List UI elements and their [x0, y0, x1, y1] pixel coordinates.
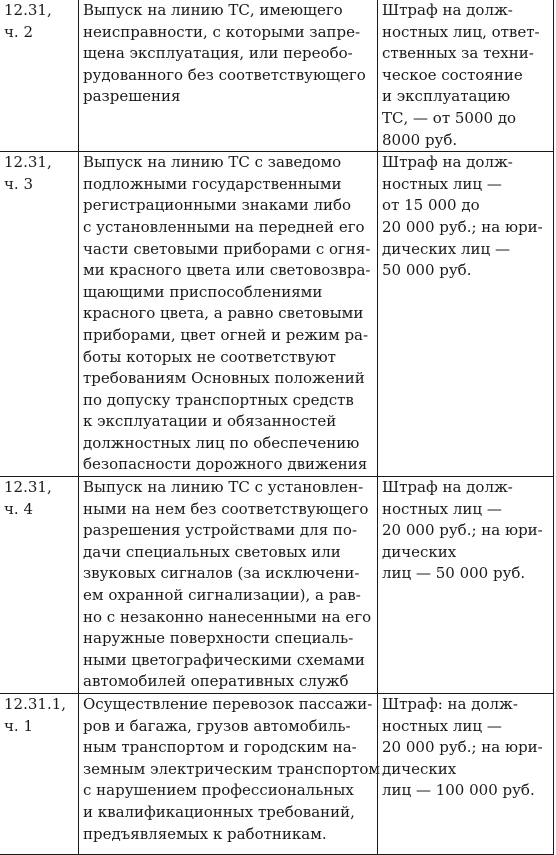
penalty-line: Штраф: на долж-: [382, 695, 518, 713]
description-line: ров и багажа, грузов автомобиль-: [83, 716, 351, 735]
description-line: Осуществление перевозок пассажи-: [83, 695, 373, 713]
description-line: Выпуск на линию ТС, имеющего: [83, 1, 343, 19]
penalty-line: лиц — 50 000 руб.: [382, 564, 526, 583]
description-line: безопасности дорожного движения: [83, 455, 368, 474]
description-line: приборами, цвет огней и режим ра-: [83, 325, 369, 344]
penalty-cell: [378, 152, 554, 477]
description-cell: [79, 0, 378, 152]
penalty-line: лиц — 100 000 руб.: [382, 781, 535, 800]
description-cell: [79, 694, 381, 855]
table-row: [0, 0, 554, 152]
description-line: автомобилей оперативных служб: [83, 672, 349, 691]
penalty-line: 50 000 руб.: [382, 261, 472, 280]
description-line: ми красного цвета или световозвра-: [83, 261, 371, 280]
penalty-line: ностных лиц —: [382, 499, 502, 518]
description-line: красного цвета, а равно световыми: [83, 304, 364, 323]
description-cell: [79, 477, 378, 694]
penalty-cell: [378, 0, 554, 152]
description-line: и квалификационных требований,: [83, 802, 355, 821]
description-line: но с незаконно нанесенными на его: [83, 607, 372, 626]
penalty-line: дических лиц —: [382, 239, 510, 258]
penalty-line: ственных за техни-: [382, 44, 534, 63]
description-line: подложными государственными: [83, 174, 342, 193]
description-line: Выпуск на линию ТС с установлен-: [83, 478, 364, 497]
article-cell: [0, 0, 79, 152]
description-line: щена эксплуатация, или переобо-: [83, 44, 353, 63]
description-line: разрешения устройствами для по-: [83, 521, 358, 540]
description-line: разрешения: [83, 87, 181, 106]
article-line: ч. 4: [4, 499, 33, 518]
penalty-cell: [378, 477, 554, 694]
penalty-line: ностных лиц, ответ-: [382, 22, 540, 41]
description-line: ем охранной сигнализации), а рав-: [83, 586, 361, 605]
article-line: 12.31,: [4, 478, 52, 497]
penalty-line: от 15 000 до: [382, 196, 480, 215]
description-line: наружные поверхности специаль-: [83, 629, 354, 648]
penalty-line: Штраф на долж-: [382, 1, 513, 19]
table-row: [0, 152, 554, 477]
description-line: боты которых не соответствуют: [83, 347, 336, 366]
table-row: [0, 694, 554, 855]
description-line: щающими приспособлениями: [83, 282, 323, 301]
description-line: должностных лиц по обеспечению: [83, 433, 360, 452]
article-cell: [0, 477, 79, 694]
article-line: ч. 3: [4, 174, 33, 193]
penalty-line: ностных лиц —: [382, 174, 502, 193]
description-line: Выпуск на линию ТС с заведомо: [83, 153, 342, 172]
penalty-line: и эксплуатацию: [382, 87, 511, 106]
article-line: 12.31,: [4, 1, 52, 19]
article-line: 12.31,: [4, 153, 52, 172]
description-line: звуковых сигналов (за исключени-: [83, 564, 360, 583]
penalty-line: ческое состояние: [382, 65, 523, 84]
table-row: [0, 477, 554, 694]
description-cell: [79, 152, 378, 477]
penalty-line: дических: [382, 759, 457, 778]
description-line: требованиям Основных положений: [83, 369, 365, 388]
description-line: по допуску транспортных средств: [83, 390, 354, 409]
description-line: части световыми приборами с огня-: [83, 239, 371, 258]
penalty-line: Штраф на долж-: [382, 153, 513, 172]
description-line: земным электрическим транспортом: [83, 759, 381, 778]
description-line: с установленными на передней его: [83, 217, 365, 236]
penalty-cell: [378, 694, 554, 855]
penalty-line: дических: [382, 542, 457, 561]
penalty-line: 20 000 руб.; на юри-: [382, 217, 543, 236]
description-line: рудованного без соответствующего: [83, 65, 366, 84]
description-line: к эксплуатации и обязанностей: [83, 412, 337, 431]
article-line: ч. 1: [4, 716, 33, 735]
article-cell: [0, 152, 79, 477]
description-line: ными на нем без соответствующего: [83, 499, 369, 518]
description-line: ными цветографическими схемами: [83, 650, 365, 669]
article-line: 12.31.1,: [4, 695, 67, 713]
penalty-line: ностных лиц —: [382, 716, 502, 735]
article-line: ч. 2: [4, 22, 33, 41]
description-line: неисправности, с которыми запре-: [83, 22, 361, 41]
description-line: ным транспортом и городским на-: [83, 738, 357, 757]
penalty-line: Штраф на долж-: [382, 478, 513, 497]
penalty-line: ТС, — от 5000 до: [382, 108, 517, 127]
penalty-line: 8000 руб.: [382, 130, 458, 149]
penalty-line: 20 000 руб.; на юри-: [382, 738, 543, 757]
penalty-line: 20 000 руб.; на юри-: [382, 521, 543, 540]
description-line: регистрационными знаками либо: [83, 196, 352, 215]
description-line: с нарушением профессиональных: [83, 781, 354, 800]
description-line: дачи специальных световых или: [83, 542, 341, 561]
article-cell: [0, 694, 79, 855]
description-line: предъявляемых к работникам.: [83, 824, 327, 843]
